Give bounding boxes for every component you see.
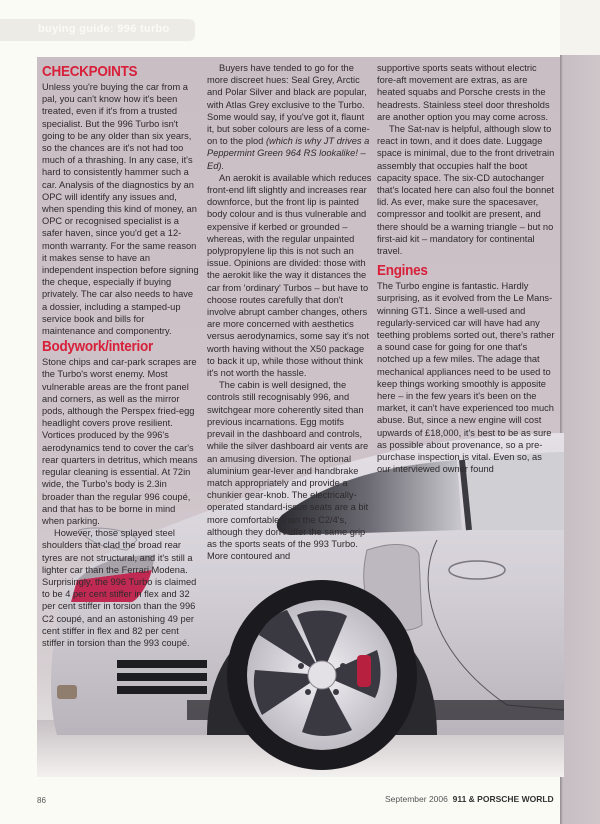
issue-date: September 2006 <box>385 794 448 804</box>
paragraph: Stone chips and car-park scrapes are the Turbo's worst enemy. Most vulnerable areas are the front panel and corners, as well as the mirror pods, although the Perspex fried-egg headlight covers prove resilient. Vortices produced by the 996's aerodynamics tend to cover the car's rear quarters in detritus, which means regular cleaning is essential. At 72in wide, the Turbo's body is 2.3in broader than the regular 996 coupé, and that has to be borne in mind when parking. <box>42 357 198 526</box>
page-gutter <box>560 0 600 824</box>
article-column-2 <box>207 62 373 562</box>
next-page-edge <box>560 0 600 55</box>
magazine-title: 911 & PORSCHE WORLD <box>452 794 554 804</box>
paragraph: supportive sports seats without electric fore-aft movement are extras, as are heated squabs and Porsche crests in the headrests. Stainless steel door thresholds are another option you may come across. <box>377 63 550 122</box>
article-column-1 <box>42 62 200 649</box>
heading-engines: Engines <box>377 262 428 280</box>
paragraph: However, those splayed steel shoulders that clad the broad rear tyres are not structural, and it's still a lighter car than the Ferrari Modena. Surprisingly, the 996 Turbo is claimed to be 4 per cent stiffer in flex and 32 per cent stiffer in torsion than the 996 C2 coupé, and an astonishing 49 per cent stiffer in flex and 82 per cent stiffer in torsion than the 993 coupé. <box>42 528 197 648</box>
page-number: 86 <box>37 796 46 805</box>
paragraph <box>207 62 373 172</box>
editor-note: (which is why JT drives a Peppermint Green 964 RS lookalike! – Ed). <box>207 136 370 171</box>
heading-checkpoints: CHECKPOINTS <box>42 63 138 80</box>
heading-bodywork-interior: Bodywork/interior <box>42 338 153 356</box>
paragraph: An aerokit is available which reduces front-end lift slightly and increases rear downforce, but the front lip is painted body colour and is thus vulnerable and expensive if kerbed or grounded – whereas, with the regular unpainted polypropylene lip this is not such an issue. Opinions are divided: those with the aerokit like the way it distances the car from 'ordinary' Turbos – but have to choose routes carefully that don't involve abrupt camber changes, others are more concerned with aesthetics versus aerodynamics, some say it's not worth having without the X50 package to back it up, while those without think it's not worth the hassle. <box>207 172 372 379</box>
page-footer <box>385 794 554 804</box>
paragraph: The Sat-nav is helpful, although slow to react in town, and it does date. Luggage space is minimal, due to the front drivetrain assembly that occupies half the boot capacity space. The six-CD autochanger that's located here can also foul the bonnet lid. As ever, make sure the spacesaver, compressor and toolkit are present, and there should be a warning triangle – but no first-aid kit – mandatory for continental travel. <box>377 124 555 257</box>
paragraph-text: Buyers have tended to go for the more discreet hues: Seal Grey, Arctic and Polar Silver and black are popular, with Atlas Grey exclusive to the Turbo. Some would say, if you've got it, flaunt it, but sober colours are less of a come-on to the plod <box>207 63 370 147</box>
paragraph: The Turbo engine is fantastic. Hardly surprising, as it evolved from the Le Mans-winning GT1. Since a well-used and regularly-serviced car will have had any teething problems sorted out, there's rather a sound case for going for one that's notched up a few miles. The adage that mechanical appliances need to be used to keep things working smoothly is apposite here – in the few years it's been on the market, it can't have experienced too much abuse. But, since a new engine will cost upwards of £18,000, it's best to be as sure as possible about provenance, so a pre-purchase inspection is vital. Even so, as our interviewed owner found <box>377 281 555 475</box>
paragraph: Unless you're buying the car from a pal, you can't know how it's been treated, even if it's from a trusted specialist. But the 996 Turbo isn't going to be any older than six years, so the chances are it's not had too much of a thrashing. In any case, it's hard to consistently hammer such a car. Analysis of the diagnostics by an OPC will identify any issues and, when spending this kind of money, an OPC or recognised specialist is a safer haven, since you'd get a 12-month warranty. For the same reason it makes sense to have an independent inspection before signing the cheque, especially if buying privately. The car also needs to have a dossier, including a stamped-up service book and bills for maintenance and componentry. <box>42 82 199 337</box>
section-banner-text: buying guide: 996 turbo <box>38 23 170 35</box>
section-banner <box>0 19 195 41</box>
paragraph: The cabin is well designed, the controls still recognisably 996, and switchgear more coherently sited than previous incarnations. Egg motifs prevail in the dashboard and controls, while the silver dashboard air vents are an amusing diversion. The optional aluminium gear-lever and handbrake match appropriately and provide a chunkier gear-knob. The electrically-operated standard-issue seats are a bit more comfortable than the C2/4's, although they don't offer the same grip as the sports seats of the 993 Turbo. More contoured and <box>207 380 369 562</box>
article-column-3 <box>377 62 555 476</box>
